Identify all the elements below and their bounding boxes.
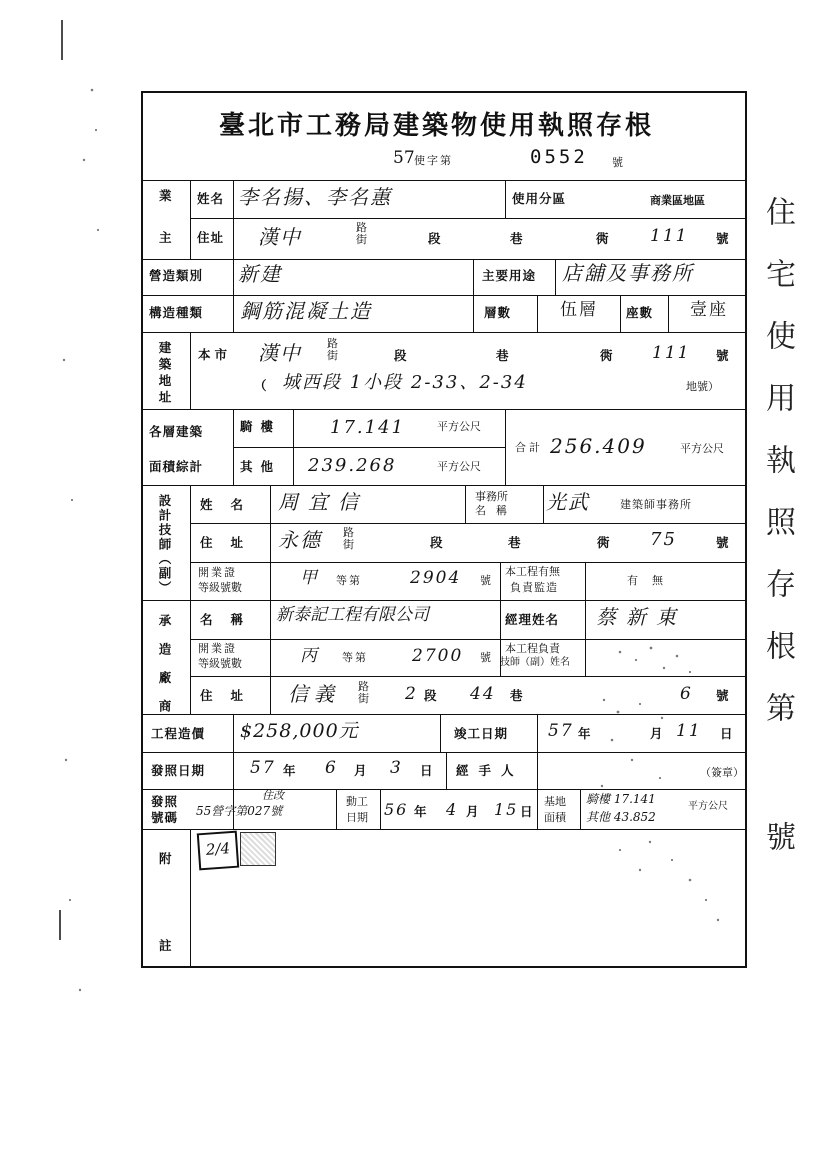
issue-day-label: 日 [420,763,434,778]
site-lot-value: 城西段 1小段 2-33、2-34 [282,372,528,393]
contractor-cert-label-1: 開業證 [198,642,237,655]
arcade-label: 騎樓 [240,419,282,434]
owner-number-value: 111 [650,226,689,246]
contractor-section-value: 2 [405,684,418,704]
license-number-suffix: 號 [612,156,623,169]
use-zone-value: 商業區地區 [650,194,705,207]
attachment-stamp-text: 2/4 [205,839,231,859]
arcade-unit: 平方公尺 [437,420,481,433]
site-group-label: 建築地址 [157,341,172,407]
designer-road-label: 路 街 [343,526,354,551]
owner-lane-label: 巷 [510,231,524,246]
contractor-cert-no: 2700 [412,646,464,666]
issue-year-label: 年 [283,763,297,778]
contractor-name-value: 新泰記工程有限公司 [276,605,429,625]
designer-number-value: 75 [650,529,677,550]
office-label-2: 名稱 [475,504,517,517]
designer-cert-label-1: 開業證 [198,566,237,579]
owner-name-value: 李名揚、李名蕙 [238,185,392,209]
handler-label: 經手人 [456,763,524,778]
construction-type-label: 營造類別 [149,268,204,283]
total-label: 合計 [515,441,543,454]
start-year: 56 [384,800,409,819]
owner-section-label: 段 [428,231,442,246]
permit-label-1: 發照 [151,794,179,809]
designer-group-label: 設計技師（副） [157,494,172,596]
arcade-value: 17.141 [330,417,405,438]
site-area-label-1: 基地 [544,795,566,808]
site-lot-label: 地號） [686,380,719,393]
permit-value: 55營字第027號 [196,804,283,818]
complete-year: 57 [548,721,574,741]
start-month-label: 月 [466,804,480,819]
license-number: 0552 [530,146,588,168]
cost-value: $258,000元 [240,720,359,742]
complete-day-label: 日 [720,726,734,741]
owner-alley-label: 衖 [596,231,610,246]
designer-cert-label-2: 等級號數 [198,581,242,594]
designer-name-label: 姓名 [200,497,262,512]
remarks-label-bottom: 註 [159,938,173,953]
owner-address-road: 漢中 [258,225,302,249]
buildings-label: 座數 [626,305,654,320]
contractor-lane-label: 巷 [510,688,524,703]
remarks-label-top: 附 [159,851,173,866]
office-value: 光武 [546,490,590,514]
site-area-value-2: 其他 43.852 [586,810,656,824]
site-alley-label: 衖 [600,348,614,363]
manager-value: 蔡新東 [596,605,686,629]
site-area-label-2: 面積 [544,811,566,824]
owner-name-label: 姓名 [197,191,225,206]
issue-label: 發照日期 [151,763,206,778]
use-zone-label: 使用分區 [512,191,567,206]
issue-month: 6 [325,758,338,778]
site-number-value: 111 [652,343,691,363]
supervise-value: 有 無 [627,574,663,587]
total-unit: 平方公尺 [680,442,724,455]
permit-label-2: 號碼 [151,810,179,825]
floor-area-label-2: 面積綜計 [149,459,204,474]
site-road-label: 路 街 [327,337,338,362]
start-month: 4 [446,800,459,819]
structure-label: 構造種類 [149,305,204,320]
complete-month-label: 月 [650,726,664,741]
owner-group-label-top: 業 [159,188,173,203]
site-number-label: 號 [716,348,730,363]
complete-day: 11 [676,721,702,741]
license-year: 57 [393,148,415,168]
contractor-number-label: 號 [716,688,730,703]
site-lane-label: 巷 [496,348,510,363]
tech-label-2: 技師（副）姓名 [500,657,570,668]
contractor-cert-mid: 等第 [342,651,368,664]
owner-group-label-bottom: 主 [159,230,173,245]
designer-lane-label: 巷 [508,535,522,550]
floor-area-label-1: 各層建築 [149,424,204,439]
floors-label: 層數 [484,305,512,320]
permit-annot: 住改 [262,789,284,802]
contractor-lane-value: 44 [470,684,496,704]
designer-cert-no: 2904 [410,568,462,588]
designer-cert-grade: 甲 [300,568,319,588]
designer-cert-mid: 等第 [336,574,362,587]
start-year-label: 年 [414,804,428,819]
issue-month-label: 月 [354,763,368,778]
office-label-1: 事務所 [475,490,508,503]
attachment-stamp-icon [197,831,239,871]
floors-value: 伍層 [560,300,598,320]
main-use-value: 店舖及事務所 [562,261,694,285]
seal-label: （簽章） [700,766,744,779]
photo-stamp-icon [240,832,276,866]
designer-alley-label: 衖 [597,535,611,550]
other-value: 239.268 [308,455,397,476]
construction-type-value: 新建 [238,262,282,286]
designer-cert-suffix: 號 [480,574,491,587]
license-word: 使字第 [414,154,453,167]
site-area-unit: 平方公尺 [688,801,728,812]
contractor-cert-suffix: 號 [480,651,491,664]
supervise-label-2: 負責監造 [510,581,558,594]
issue-day: 3 [390,758,403,778]
main-use-label: 主要用途 [482,268,537,283]
site-area-value-1: 騎樓 17.141 [586,792,656,806]
total-value: 256.409 [550,434,647,458]
owner-address-label: 住址 [197,230,225,245]
supervise-label-1: 本工程有無 [505,565,560,578]
designer-number-label: 號 [716,535,730,550]
contractor-group-label: 承造廠商 [157,614,172,728]
buildings-value: 壹座 [690,300,728,320]
contractor-cert-grade: 丙 [300,646,319,666]
complete-year-label: 年 [578,726,592,741]
complete-label: 竣工日期 [454,726,509,741]
start-label-1: 動工 [346,795,368,808]
contractor-address-label: 住址 [200,688,262,703]
manager-label: 經理姓名 [505,612,560,627]
structure-value: 鋼筋混凝土造 [240,299,372,323]
issue-year: 57 [250,758,276,778]
site-city-label: 本市 [198,347,232,362]
contractor-road-label: 路 街 [358,680,369,705]
document-title: 臺北市工務局建築物使用執照存根 [219,111,655,141]
start-day: 15 [494,800,519,819]
designer-name-value: 周宜信 [278,490,368,514]
other-label: 其他 [240,459,282,474]
contractor-number-value: 6 [680,684,693,704]
designer-section-label: 段 [430,535,444,550]
contractor-section-label: 段 [424,688,438,703]
site-road-value: 漢中 [258,341,302,365]
office-suffix: 建築師事務所 [620,498,692,511]
other-unit: 平方公尺 [437,460,481,473]
start-label-2: 日期 [346,811,368,824]
contractor-cert-label-2: 等級號數 [198,657,242,670]
site-section-label: 段 [394,348,408,363]
right-margin-text: 住宅使用執照存根第 號 [760,196,795,883]
contractor-name-label: 名稱 [200,612,262,627]
site-lot-open: （ [254,378,268,393]
owner-road-label: 路 街 [356,221,367,246]
contractor-address-road: 信義 [288,682,340,706]
cost-label: 工程造價 [151,726,206,741]
designer-address-road: 永德 [278,528,322,552]
start-day-label: 日 [520,804,534,819]
owner-number-label: 號 [716,231,730,246]
designer-address-label: 住址 [200,535,262,550]
tech-label-1: 本工程負責 [505,642,560,655]
